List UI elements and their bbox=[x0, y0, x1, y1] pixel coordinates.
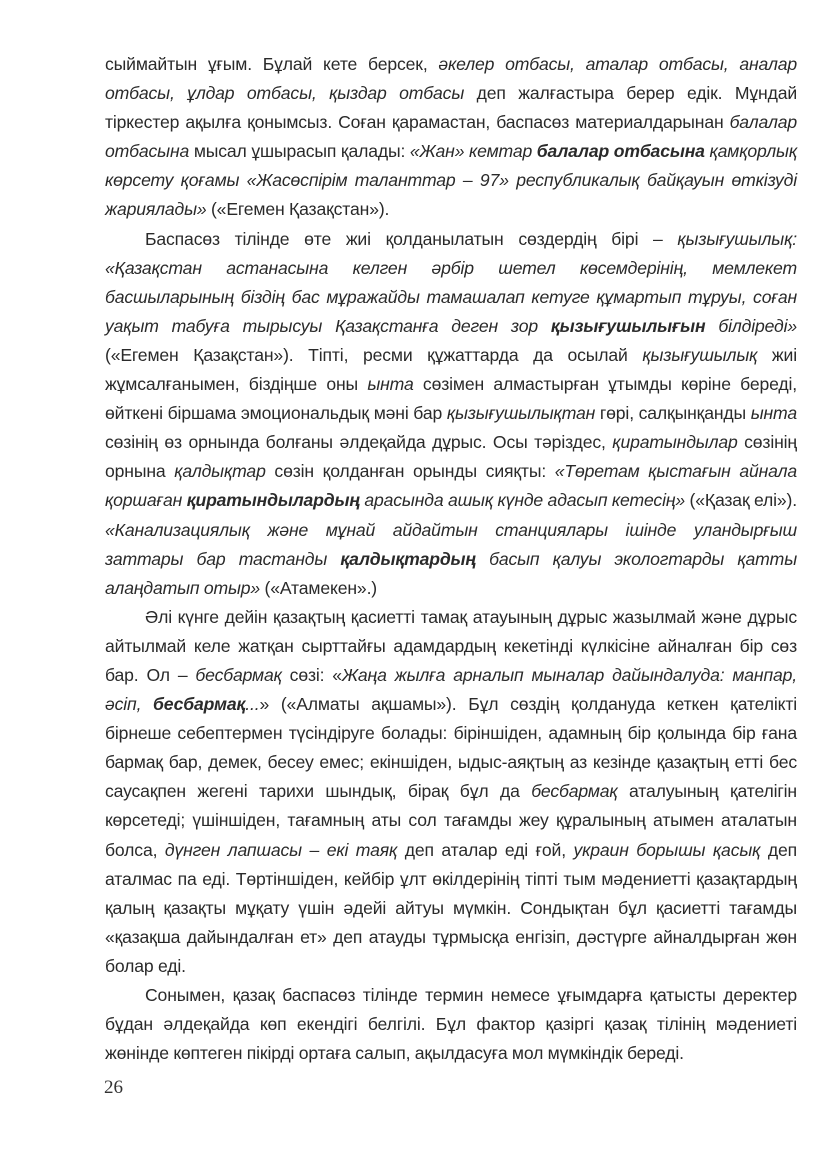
text-run: білдіреді» bbox=[705, 315, 797, 336]
text-run: басып қалуы экологтарды қатты алаңдатып отыр» bbox=[105, 548, 797, 598]
paragraph-3 bbox=[105, 603, 797, 981]
text-run: әкелер отбасы, аталар отбасы, аналар отбасы, ұлдар отбасы, қыздар отбасы bbox=[105, 54, 797, 104]
page-number: 26 bbox=[104, 1077, 123, 1098]
text-run: «Жан» кемтар bbox=[409, 141, 537, 162]
text-run: Әлі күнге дейін қазақтың қасиетті тамақ атауының дұрыс жазылмай және дұрыс айтылмай келе жатқан сырттайғы адамдардың кекетінді күлкісіне айналған бір сөз бар. Ол – bbox=[105, 606, 797, 685]
text-run: сөзінің орнына bbox=[105, 432, 797, 482]
text-run: Сонымен, қазақ баспасөз тілінде термин немесе ұғымдарға қатысты деректер бұдан әлдеқайда көп екендігі белгілі. Бұл фактор қазіргі қазақ тілінің мәдениеті жөнінде көптеген пікірді ортаға салып, ақылдасуға мол мүмкіндік береді. bbox=[105, 985, 797, 1064]
text-run: сөзі: « bbox=[281, 664, 342, 685]
text-run: сыймайтын ұғым. Бұлай кете берсек, bbox=[105, 54, 439, 74]
text-run: қызығушылық bbox=[642, 344, 758, 365]
text-run: сөзінің өз орнында болғаны әлдеқайда дұрыс. Осы тәріздес, bbox=[105, 432, 613, 453]
text-run: қалдықтардың bbox=[340, 548, 476, 569]
text-run: «Канализациялық және мұнай айдайтын станциялары ішінде уландырғыш заттары бар тастанды bbox=[105, 519, 797, 569]
text-run: қалдықтар bbox=[174, 461, 266, 482]
body-text bbox=[105, 50, 797, 1068]
text-run: » («Алматы ақшамы»). Бұл сөздің қолдануда кеткен қателікті бірнеше себептермен түсіндіруге болады: біріншіден, адамның бір қолында бір ғана бармақ бар, демек, бесеу емес; екіншіден, ыдыс-аяқтың аз кезінде қазақтың етті бес саусақпен жегені тарихи шындық, бірақ бұл да bbox=[105, 694, 798, 802]
text-run: жиі жұмсалғанымен, біздіңше оны bbox=[105, 344, 797, 395]
text-run: («Атамекен».) bbox=[260, 577, 378, 598]
text-run: балалар отбасына bbox=[105, 112, 797, 162]
text-run: қызығушылықтан bbox=[446, 403, 596, 424]
text-run: деп аталар еді ғой, bbox=[397, 839, 574, 860]
text-run: қызығушылығын bbox=[550, 315, 706, 336]
text-run: қамқорлық көрсету қоғамы «Жасөспірім таланттар – 97» республикалық байқауын өткізуді жариялады» bbox=[105, 141, 797, 220]
text-run: («Егемен Қазақстан»). Тіпті, ресми құжаттарда да осылай bbox=[105, 344, 643, 365]
text-run: қиратындылардың bbox=[186, 490, 360, 511]
text-run: балалар отбасына bbox=[536, 141, 705, 162]
text-run: деп жалғастыра берер едік. Мұндай тіркестер ақылға қонымсыз. Соған қарамастан, баспасөз материалдарынан bbox=[105, 83, 798, 133]
text-run: гөрі, салқынқанды bbox=[595, 403, 751, 424]
paragraph-1 bbox=[105, 50, 797, 225]
text-run: арасында ашық күнде адасып кетесің» bbox=[359, 490, 685, 511]
text-run: қиратындылар bbox=[612, 432, 738, 453]
paragraph-4 bbox=[105, 981, 797, 1068]
text-run: ынта bbox=[367, 374, 414, 395]
text-run: бесбармақ bbox=[195, 664, 282, 685]
text-run: («Қазақ елі»). bbox=[685, 490, 797, 511]
text-run: «Төретам қыстағын айнала қоршаған bbox=[105, 461, 797, 511]
text-run: сөзімен алмастырған ұтымды көріне береді, өйткені біршама эмоциональдық мәні бар bbox=[105, 374, 797, 424]
text-run: украин борышы қасық bbox=[573, 839, 761, 860]
text-run: («Егемен Қазақстан»). bbox=[206, 199, 390, 220]
text-run: бесбармақ bbox=[153, 694, 246, 715]
paragraph-2 bbox=[105, 225, 797, 603]
text-run: дүнген лапшасы – екі таяқ bbox=[164, 839, 398, 860]
text-run: бесбармақ bbox=[531, 781, 618, 802]
text-run: сөзін қолданған орынды сияқты: bbox=[265, 461, 555, 482]
text-run: мысал ұшырасып қалады: bbox=[189, 141, 410, 162]
text-run: Жаңа жылға арналып мыналар дайындалуда: манпар, әсіп, bbox=[105, 664, 797, 715]
text-run: аталуының қателігін көрсетеді; үшіншіден, тағамның аты сол тағамды жеу құралының атымен аталатын болса, bbox=[105, 781, 797, 860]
text-run: ... bbox=[245, 694, 260, 715]
text-run: қызығушылық: «Қазақстан астанасына келген әрбір шетел көсемдерінің, мемлекет басшыларының біздің бас мұражайды тамашалап кетуге құмартып тұруы, соған уақыт табуға тырысуы Қазақстанға деген зор bbox=[105, 228, 797, 336]
text-run: Баспасөз тілінде өте жиі қолданылатын сөздердің бірі – bbox=[145, 228, 678, 249]
text-run: ынта bbox=[750, 403, 797, 424]
text-run: деп аталмас па еді. Төртіншіден, кейбір ұлт өкілдерінің тіпті тым мәдениетті қазақтардың қалың қазақты мұқату үшін әдейі айтуы мүмкін. Сондықтан бұл қасиетті тағамды «қазақша дайындалған ет» деп атауды тұрмысқа енгізіп, дәстүрге айналдырған жөн болар еді. bbox=[105, 839, 797, 976]
